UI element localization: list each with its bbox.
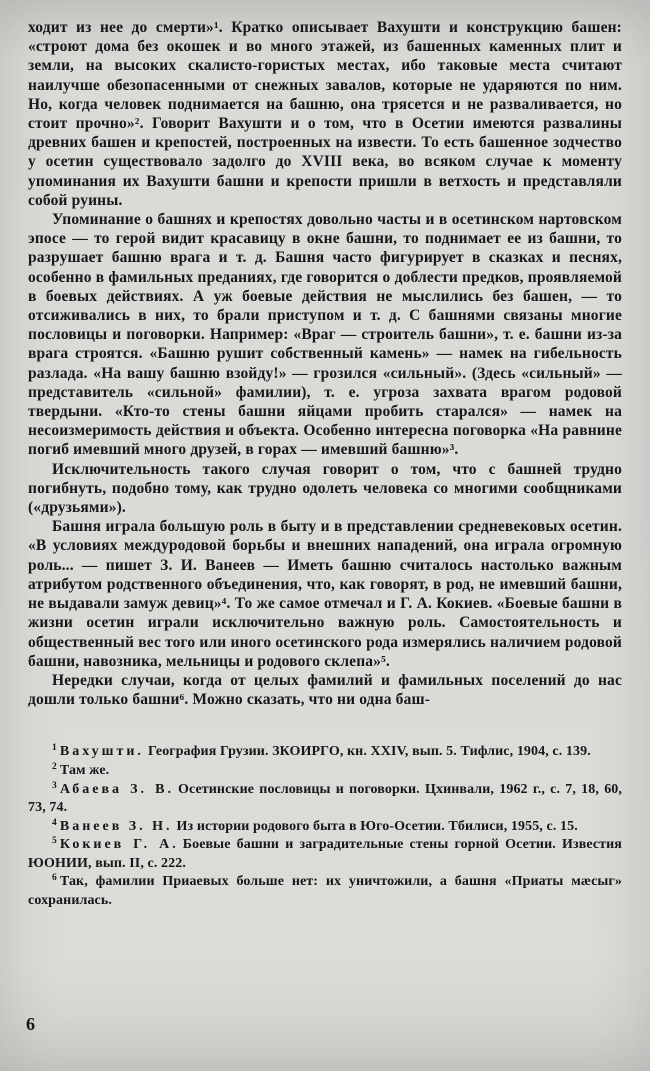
paragraph-4: Башня играла большую роль в быту и в представлении средневековых осетин. «В условиях междуродовой борьбы и внешних нападений, она играла огромную роль... — пишет З. И. Ванеев — Иметь башню считалось настолько важным атрибутом родственного объединения, что, как говорят, в род, не имевший башни, не выдавали замуж девиц»⁴. То же самое отмечал и Г. А. Кокиев. «Боевые башни в жизни осетин играли исключительно важную роль. Самостоятельность и общественный вес того или иного осетинского рода измерялись наличием родовой башни, навозника, мельницы и родового склепа»⁵. <box>28 518 622 670</box>
footnote-text: Осетинские пословицы и поговорки. Цхинвали, 1962 г., с. 7, 18, 60, 73, 74. <box>28 781 622 816</box>
footnote-author: Кокиев Г. А. <box>59 837 179 853</box>
footnote-marker: 6 <box>52 873 57 884</box>
footnote-marker: 3 <box>52 780 57 791</box>
footnote-author: Абаева З. В. <box>59 781 174 797</box>
paragraph-3: Исключительность такого случая говорит о том, что с башней трудно погибнуть, подобно тому, как трудно одолеть человека со многими сообщниками («друзьями»). <box>28 460 622 517</box>
footnote-text: Боевые башни и заградительные стены горной Осетии. Известия ЮОНИИ, вып. II, с. 222. <box>28 837 622 871</box>
footnote-6 <box>28 873 622 910</box>
footnote-2 <box>28 762 622 781</box>
paragraph-1: ходит из нее до смерти»¹. Кратко описывает Вахушти и конструкцию башен: «строют дома без окошек и во много этажей, из башенных каменных плит и земли, на высоких скалисто-гористых местах, ибо таковые места считают наилучше обезопасенными от снежных завалов, которые не ударяются по ним. Но, когда человек поднимается на башню, она трясется и не разваливается, но стоит прочно»². Говорит Вахушти и о том, что в Осетии имеются развалины древних башен и крепостей, построенных на извести. То есть башенное зодчество у осетин существовало задолго до XVIII века, во всяком случае к моменту упоминания их Вахушти башни и крепости пришли в ветхость и представляли собой руины. <box>28 19 622 209</box>
footnote-text: Там же. <box>59 762 110 778</box>
paragraph-5: Нередки случаи, когда от целых фамилий и фамильных поселений до нас дошли только башни⁶. Можно сказать, что ни одна баш- <box>28 671 622 709</box>
footnote-marker: 2 <box>52 761 57 772</box>
footnote-1 <box>28 743 622 762</box>
paragraph-2: Упоминание о башнях и крепостях довольно часты и в осетинском нартовском эпосе — то герой видит красавицу в окне башни, то поднимает ее из башни, то разрушает башню врага и т. д. Башня часто фигурирует в сказках и песнях, особенно в фамильных преданиях, где говорится о доблести предков, проявляемой в боевых действиях. А уж боевые действия не мыслились без башен, — то отсиживались в них, то брали приступом и т. д. С башнями связаны многие пословицы и поговорки. Например: «Враг — строитель башни», т. е. башни из-за врага строятся. «Башню рушит собственный камень» — намек на гибельность разлада. «На вашу башню взойду!» — грозился «сильный». (Здесь «сильный» — представитель «сильной» фамилии), т. е. угроза захвата врагом родовой твердыни. «Кто-то стены башни яйцами пробить старался» — намек на несоизмеримость действия и объекта. Особенно интересна поговорка «На равнине погиб имевший много друзей, в горах — имевший башню»³. <box>28 211 622 459</box>
footnote-text: География Грузии. ЗКОИРГО, кн. XXIV, вып. 5. Тифлис, 1904, с. 139. <box>147 744 591 760</box>
footnote-author: Ванеев З. Н. <box>59 818 173 834</box>
footnote-author: Вахушти. <box>59 744 144 760</box>
main-text-block <box>28 18 622 709</box>
footnote-3 <box>28 781 622 818</box>
footnote-text: Из истории родового быта в Юго-Осетии. Тбилиси, 1955, с. 15. <box>176 818 578 834</box>
footnote-marker: 1 <box>52 743 57 754</box>
footnote-marker: 5 <box>52 836 57 847</box>
footnote-marker: 4 <box>52 817 57 828</box>
footnote-text: Так, фамилии Приаевых больше нет: их уничтожили, а башня «Приаты мæсыг» сохранилась. <box>28 874 622 909</box>
footnotes-section <box>28 743 622 910</box>
page-number: 6 <box>26 1014 35 1034</box>
footnote-5 <box>28 836 622 873</box>
footnote-4 <box>28 818 622 837</box>
